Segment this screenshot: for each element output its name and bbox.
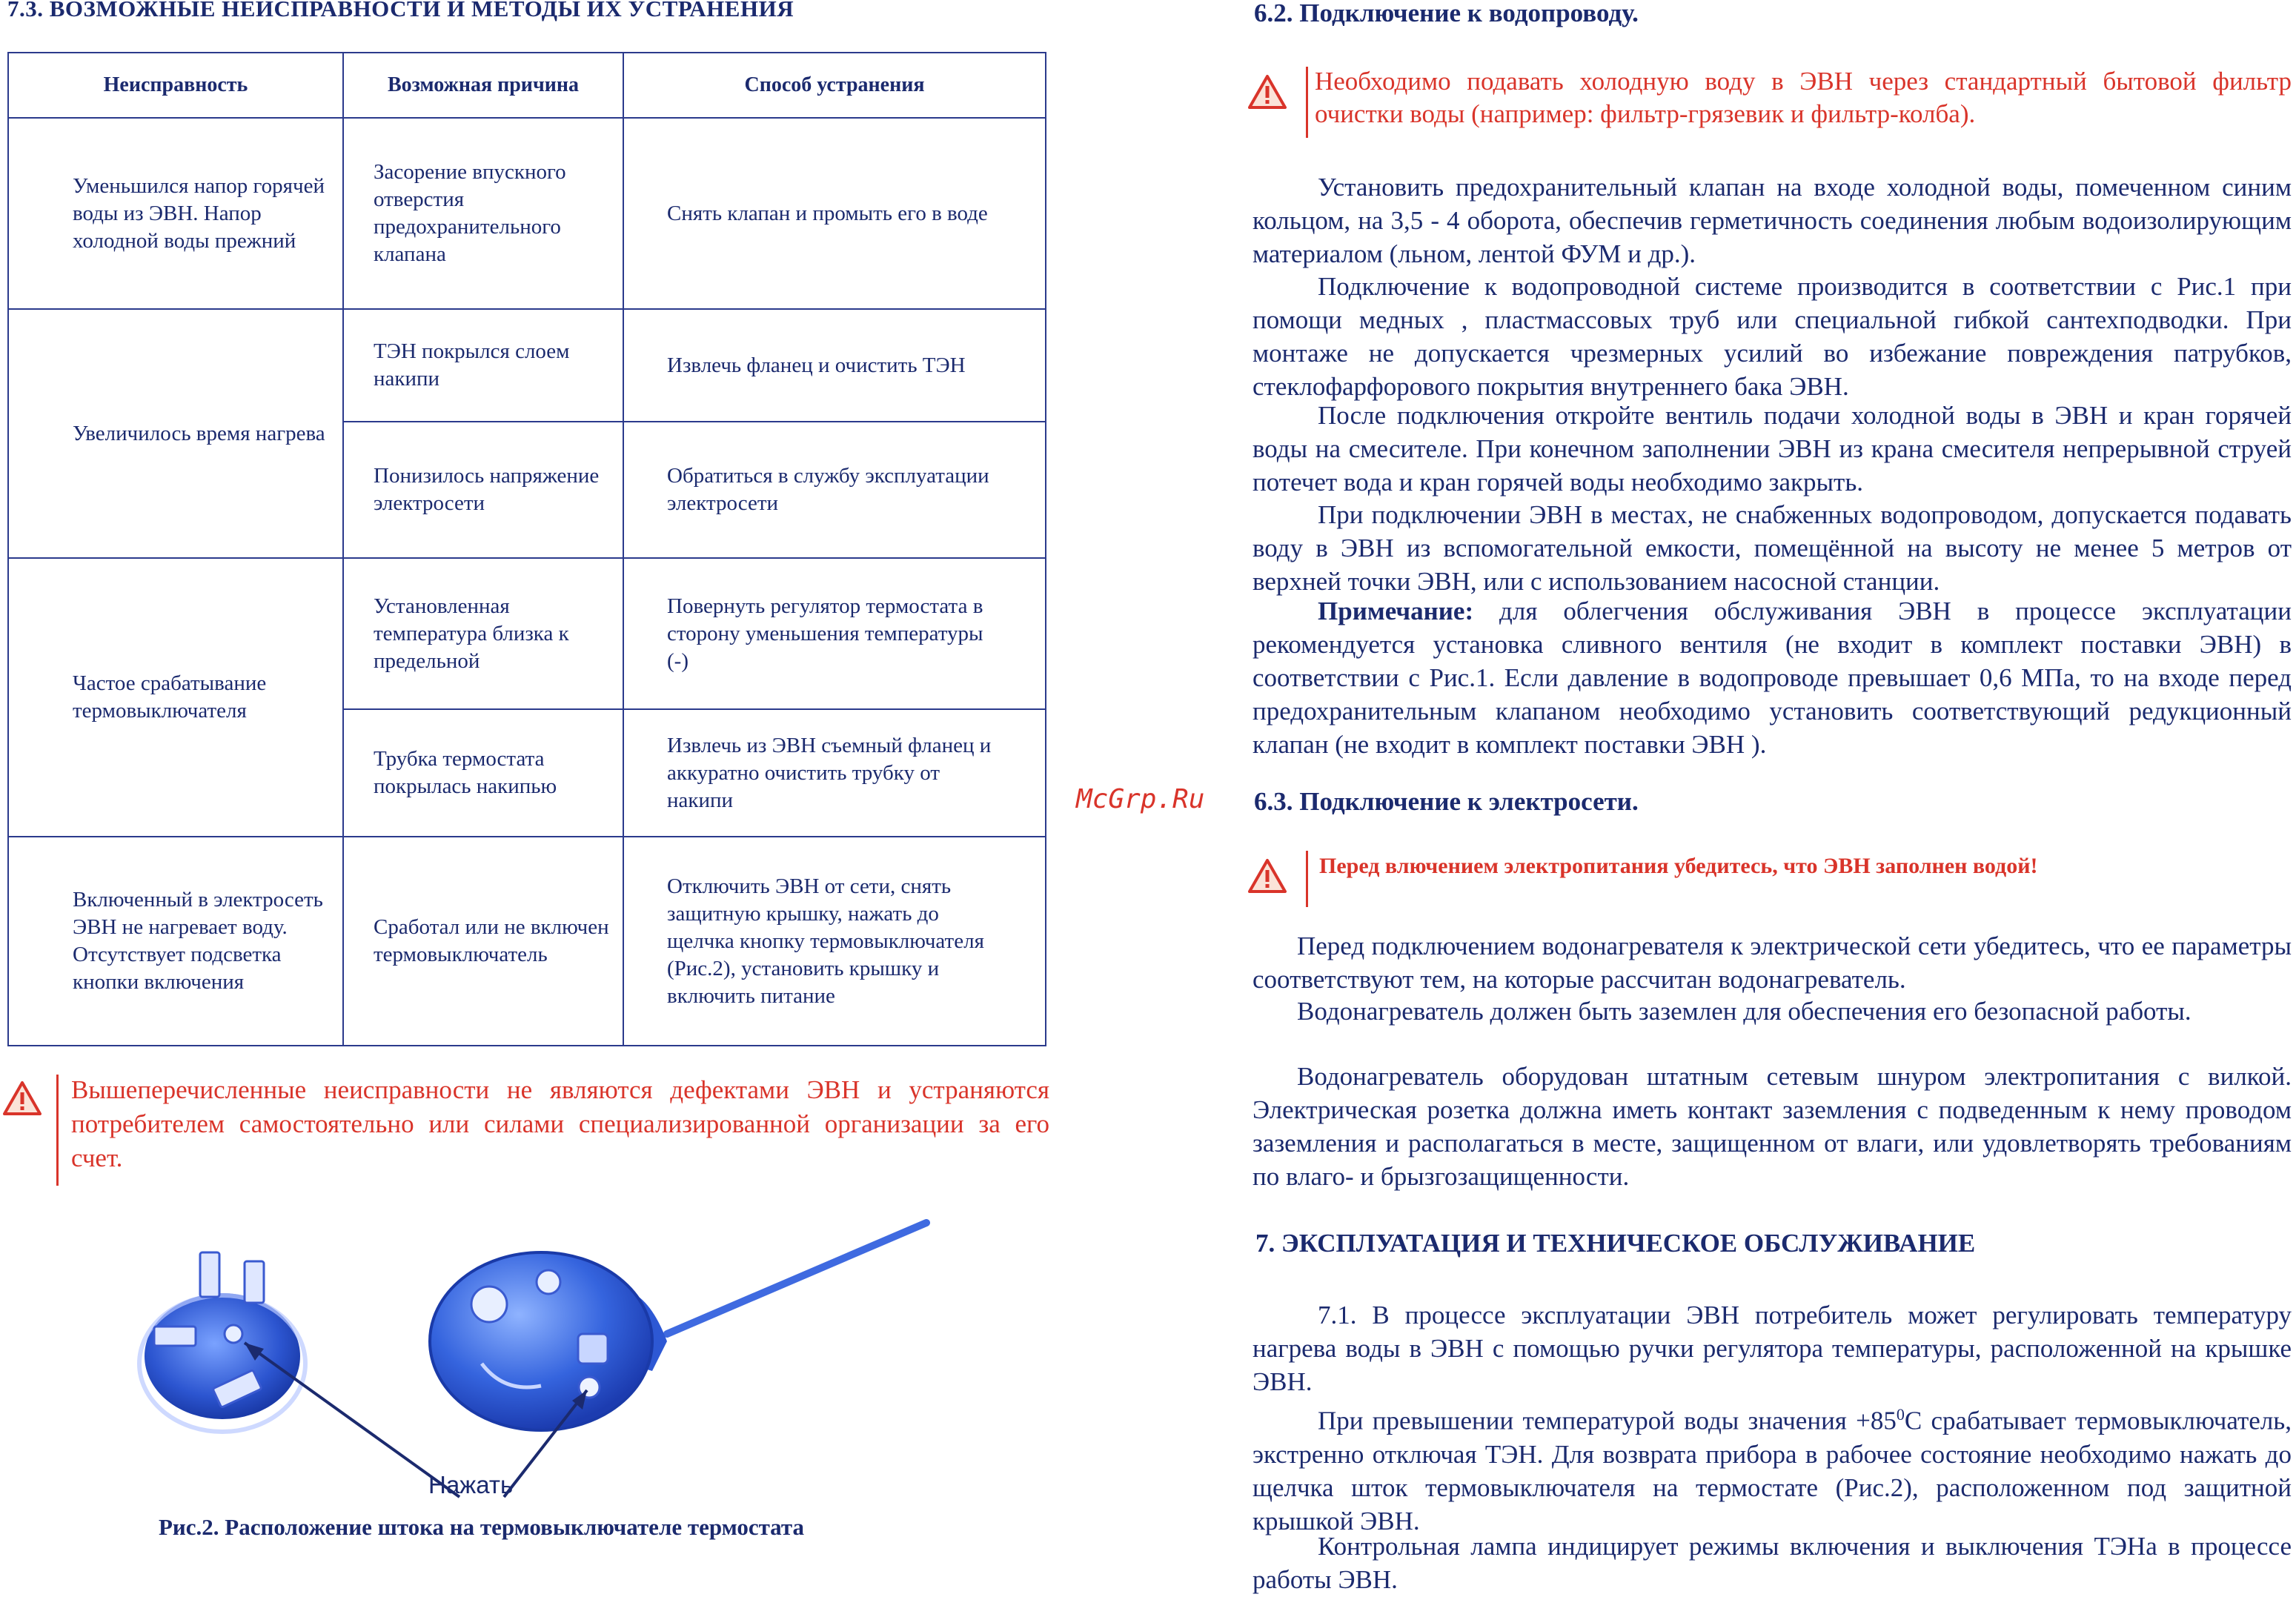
s63-paragraph-1: Перед подключением водонагревателя к электрической сети убедитесь, что ее параметры соответствуют тем, на которые рассчитан водонагреватель.: [1252, 932, 2292, 994]
figure-caption: Рис.2. Расположение штока на термовыключателе термостата: [159, 1514, 804, 1540]
section-title-7: 7. ЭКСПЛУАТАЦИЯ И ТЕХНИЧЕСКОЕ ОБСЛУЖИВАНИЕ: [1255, 1229, 1976, 1258]
cause-cell: Понизилось напряжение электросети: [343, 422, 623, 558]
table-row: [8, 558, 1046, 709]
left-warning-text: Вышеперечисленные неисправности не являются дефектами ЭВН и устраняются потребителем самостоятельно или силами специализированной организации за его счет.: [71, 1075, 1049, 1172]
s7-paragraph-3: Контрольная лампа индицирует режимы включения и выключения ТЭНа в процессе работы ЭВН.: [1252, 1532, 2292, 1594]
section-title-7-3: 7.3. ВОЗМОЖНЫЕ НЕИСПРАВНОСТИ И МЕТОДЫ ИХ УСТРАНЕНИЯ: [7, 0, 794, 21]
cause-cell: Установленная температура близка к предельной: [343, 558, 623, 709]
fault-cell: Увеличилось время нагрева: [8, 309, 343, 558]
table-row: [8, 837, 1046, 1046]
header-fault: Неисправность: [8, 53, 343, 118]
remedy-cell: Обратиться в службу эксплуатации электросети: [623, 422, 1046, 558]
table-row: [8, 309, 1046, 422]
s63-paragraph-3: Водонагреватель оборудован штатным сетевым шнуром электропитания с вилкой. Электрическая розетка должна иметь контакт заземления с подведенным к нему проводом заземления и располагаться в месте, защищенном от влаги, или удовлетворять требованиям по влаго- и брызгозащищенности.: [1252, 1062, 2292, 1191]
faults-table: [7, 52, 1046, 1046]
fault-cell: Уменьшился напор горячей воды из ЭВН. Напор холодной воды прежний: [8, 118, 343, 309]
warning-triangle-icon: [1248, 858, 1287, 894]
press-label: Нажать: [428, 1471, 514, 1498]
s7-paragraph-2: [1252, 1398, 2292, 1538]
cause-cell: Сработал или не включен термовыключатель: [343, 837, 623, 1046]
section-title-6-3: 6.3. Подключение к электросети.: [1254, 787, 1639, 816]
table-header-row: [8, 53, 1046, 118]
s7-p2-start: При превышении температурой воды значения +85: [1318, 1406, 1897, 1435]
s62-note: [1252, 594, 2292, 761]
warning-bar: [1306, 67, 1308, 138]
s7-paragraph-1: 7.1. В процессе эксплуатации ЭВН потребитель может регулировать температуру нагрева воды в ЭВН с помощью ручки регулятора температуры, расположенной на крышке ЭВН.: [1252, 1301, 2292, 1396]
s62-paragraph-4: При подключении ЭВН в местах, не снабженных водопроводом, допускается подавать воду в ЭВН из вспомогательной емкости, помещённой на высоту не менее 5 метров от верхней точки ЭВН, или с использованием насосной станции.: [1252, 500, 2292, 596]
warning-bar: [1306, 851, 1308, 907]
header-remedy: Способ устранения: [623, 53, 1046, 118]
header-cause: Возможная причина: [343, 53, 623, 118]
cause-cell: Трубка термостата покрылась накипью: [343, 709, 623, 837]
s7-p2-end: С срабатывает термовыключатель, экстренно отключая ТЭН. Для возврата прибора в рабочее состояние необходимо нажать до щелчка шток термовыключателя на термостате (Рис.2), расположенном под защитной крышкой ЭВН.: [1252, 1406, 2292, 1535]
cause-cell: ТЭН покрылся слоем накипи: [343, 309, 623, 422]
remedy-cell: Извлечь из ЭВН съемный фланец и аккуратно очистить трубку от накипи: [623, 709, 1046, 837]
table-row: [8, 118, 1046, 309]
s63-warning-text: Перед влючением электропитания убедитесь, что ЭВН заполнен водой!: [1319, 854, 2038, 878]
s62-paragraph-1: Установить предохранительный клапан на входе холодной воды, помеченном синим кольцом, на 3,5 - 4 оборота, обеспечив герметичность соединения любым водоизолирующим материалом (льном, лентой ФУМ и др.).: [1252, 173, 2292, 268]
remedy-cell: Снять клапан и промыть его в воде: [623, 118, 1046, 309]
s63-paragraph-2: Водонагреватель должен быть заземлен для обеспечения его безопасной работы.: [1297, 997, 2192, 1026]
watermark: McGrp.Ru: [1076, 784, 1205, 814]
degree-sup: 0: [1896, 1405, 1905, 1424]
warning-triangle-icon: [3, 1080, 42, 1116]
fault-cell: Включенный в электросеть ЭВН не нагревает воду. Отсутствует подсветка кнопки включения: [8, 837, 343, 1046]
remedy-cell: Извлечь фланец и очистить ТЭН: [623, 309, 1046, 422]
s62-warning-text: Необходимо подавать холодную воду в ЭВН через стандартный бытовой фильтр очистки воды (например: фильтр-грязевик и фильтр-колба).: [1315, 67, 2292, 128]
remedy-cell: Отключить ЭВН от сети, снять защитную крышку, нажать до щелчка кнопку термовыключателя (Рис.2), установить крышку и включить питание: [623, 837, 1046, 1046]
warning-bar: [56, 1075, 59, 1186]
note-label: Примечание:: [1318, 597, 1474, 625]
note-text: для облегчения обслуживания ЭВН в процессе эксплуатации рекомендуется установка сливного вентиля (не входит в комплект поставки ЭВН) в соответствии с Рис.1. Если давление в водопроводе превышает 0,6 МПа, то на входе перед предохранительным клапаном необходимо установить соответствующий редукционный клапан (не входит в комплект поставки ЭВН ).: [1252, 597, 2292, 759]
s62-paragraph-3: После подключения откройте вентиль подачи холодной воды в ЭВН и кран горячей воды на смесителе. При конечном заполнении ЭВН из крана смесителя непрерывной струей потечет вода и кран горячей воды необходимо закрыть.: [1252, 401, 2292, 497]
warning-triangle-icon: [1248, 74, 1287, 110]
s62-paragraph-2: Подключение к водопроводной системе производится в соответствии с Рис.1 при помощи медных , пластмассовых труб или специальной гибкой сантехподводки. При монтаже не допускается чрезмерных усилий во избежание повреждения патрубков, стеклофарфорового покрытия внутреннего бака ЭВН.: [1252, 272, 2292, 401]
thermostat-figure: [133, 1215, 949, 1512]
fault-cell: Частое срабатывание термовыключателя: [8, 558, 343, 837]
section-title-6-2: 6.2. Подключение к водопроводу.: [1254, 0, 1639, 27]
cause-cell: Засорение впускного отверстия предохранительного клапана: [343, 118, 623, 309]
remedy-cell: Повернуть регулятор термостата в сторону уменьшения температуры (-): [623, 558, 1046, 709]
